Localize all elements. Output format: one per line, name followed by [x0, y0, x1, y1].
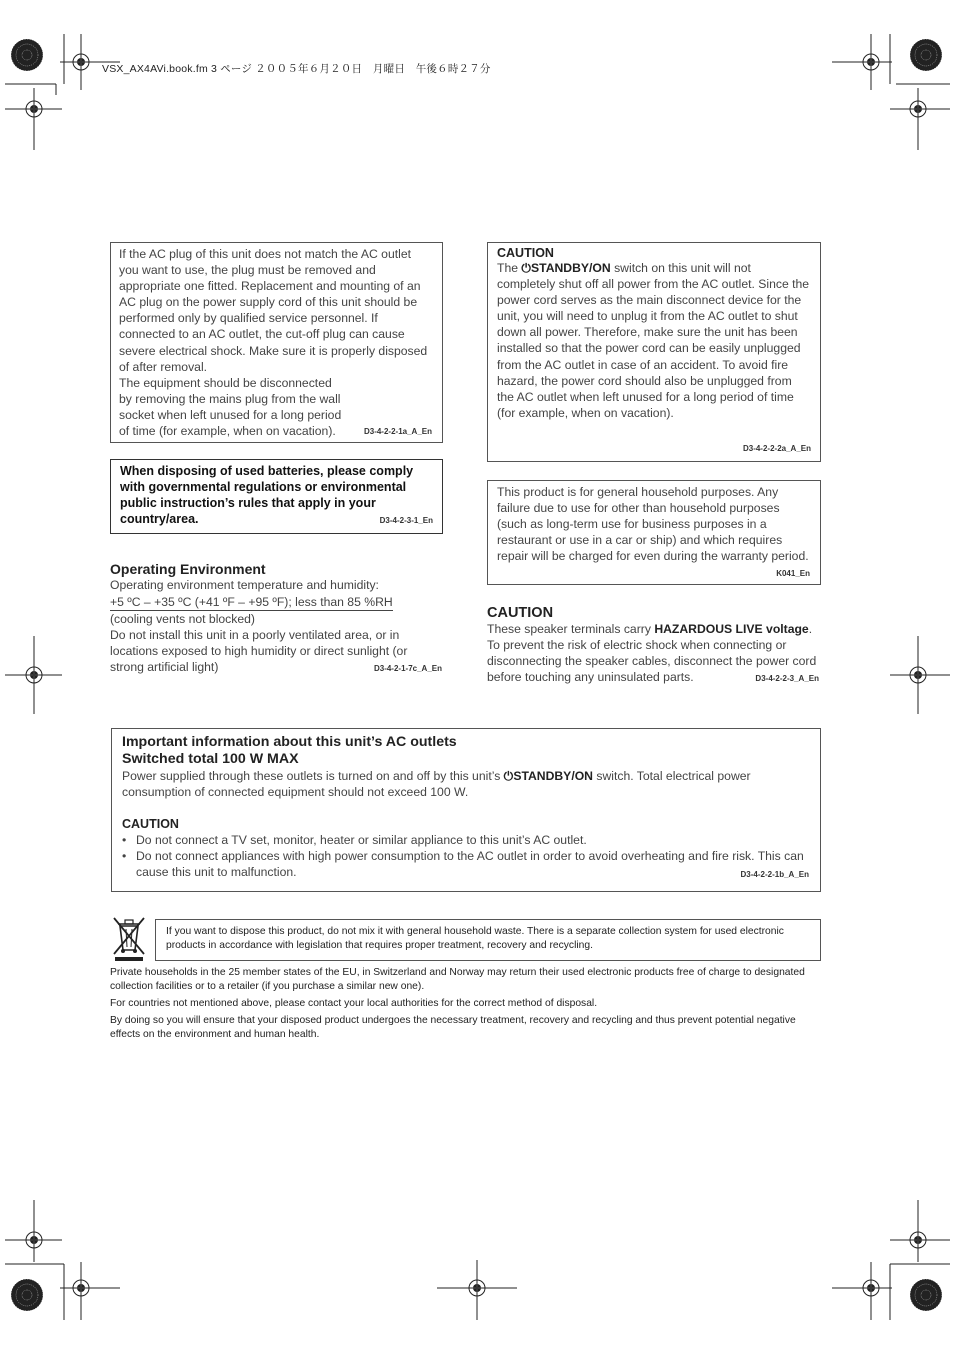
- temp-humidity-label: Operating environment temperature and humidity:: [110, 578, 379, 592]
- standby-caution-box: [487, 242, 821, 462]
- ac-plug-box: [110, 242, 443, 443]
- placement-warning: Do not install this unit in a poorly ventilated area, or in locations exposed to high humidity or direct sunlight (or strong artificial light): [110, 628, 408, 675]
- operating-environment-section: [110, 561, 444, 675]
- speaker-caution-text: These speaker terminals carry HAZARDOUS LIVE voltage. To prevent the risk of electric shock when connecting or disconnecting the speaker cables, disconnect the power cord before touching any uninsulated parts.: [487, 622, 817, 685]
- outlets-text: Power supplied through these outlets is turned on and off by this unit’s ⏻STANDBY/ON switch. Total electrical power consumption of connected equipment should not exceed 100 W.: [122, 769, 751, 800]
- eu-households-text: Private households in the 25 member states of the EU, in Switzerland and Norway may return their used electronic products free of charge to designated collection facilities or to a retailer (if you purchase a similar new one).: [110, 967, 805, 992]
- speaker-caution-section: [487, 605, 821, 685]
- other-countries-text: For countries not mentioned above, please contact your local authorities for the correct method of disposal.: [110, 998, 598, 1009]
- household-box: [487, 480, 821, 585]
- disposal-notes: [110, 966, 823, 1042]
- temp-humidity-value: +5 ºC – +35 ºC (+41 ºF – +95 ºF); less than 85 %RH: [110, 595, 393, 610]
- power-icon: ⏻: [503, 769, 514, 783]
- file-header: VSX_AX4AVi.book.fm 3 ページ ２００５年６月２０日 月曜日 午後６時２７分: [102, 63, 491, 75]
- household-text: This product is for general household purposes. Any failure due to use for other than household purposes (such as long-term use for business purposes in a restaurant or use in a car or ship) and which requires repair will be charged for even during the warranty period.: [497, 485, 809, 564]
- bullet: •: [122, 833, 127, 848]
- ref-code: D3-4-2-2-3_A_En: [755, 674, 819, 684]
- power-icon: ⏻: [521, 261, 532, 275]
- bullet: •: [122, 849, 127, 864]
- crossed-bin-icon: [112, 917, 146, 961]
- outlets-title: Important information about this unit’s AC outlets: [122, 734, 457, 750]
- ref-code: D3-4-2-2-2a_A_En: [742, 444, 811, 453]
- ac-plug-text: If the AC plug of this unit does not match the AC outlet you want to use, the plug must be removed and appropriate one fitted. Replacement and mounting of an AC plug on the power supply cord of this unit should be performed only by qualified service personnel. If connected to an AC outlet, the cut-off plug can cause severe electrical shock. Make sure it is properly disposed of after removal.: [119, 247, 428, 374]
- weee-text: If you want to dispose this product, do not mix it with general household waste. There is a separate collection system for used electronic products in accordance with legislation that requires proper treatment, recovery and recycling.: [166, 926, 784, 951]
- ref-code: D3-4-2-2-1a_A_En: [363, 427, 432, 436]
- disconnect-text: The equipment should be disconnected by removing the mains plug from the wall socket when left unused for a long period of time (for example, when on vacation).: [119, 375, 342, 439]
- batteries-text: When disposing of used batteries, please comply with governmental regulations or environmental public instruction’s rules that apply in your country/area.: [120, 464, 414, 526]
- list-item: • Do not connect appliances with high power consumption to the AC outlet in order to avoid overheating and fire risk. This can cause this unit to malfunction.: [122, 849, 804, 880]
- ac-outlets-box: [111, 728, 821, 892]
- ref-code: D3-4-2-3-1_En: [379, 516, 433, 525]
- section-title: Operating Environment: [110, 561, 266, 577]
- batteries-box: [110, 459, 443, 534]
- outlets-subtitle: Switched total 100 W MAX: [122, 751, 299, 767]
- caution-heading: CAUTION: [487, 605, 554, 621]
- standby-text: The ⏻STANDBY/ON switch on this unit will not completely shut off all power from the AC outlet. Since the power cord serves as the main disconnect device for the unit, you will need to unplug it from the AC outlet to shut down all power. Therefore, make sure the unit has been installed so that the power cord can be easily unplugged from the AC outlet in case of an accident. To avoid fire hazard, the power cord should also be unplugged from the AC outlet when left unused for a long period of time (for example, when on vacation).: [497, 261, 810, 420]
- weee-box: [155, 919, 821, 961]
- ref-code: K041_En: [776, 569, 810, 578]
- environment-text: By doing so you will ensure that your disposed product undergoes the necessary treatment, recovery and recycling and thus prevent potential negative effects on the environment and human health.: [110, 1015, 796, 1040]
- outlets-caution-title: CAUTION: [122, 817, 179, 832]
- ref-code: D3-4-2-2-1b_A_En: [740, 870, 809, 879]
- cooling-note: (cooling vents not blocked): [110, 612, 255, 627]
- caution-title: CAUTION: [497, 246, 554, 260]
- list-item: • Do not connect a TV set, monitor, heater or similar appliance to this unit’s AC outlet.: [122, 833, 587, 848]
- ref-code: D3-4-2-1-7c_A_En: [373, 664, 442, 674]
